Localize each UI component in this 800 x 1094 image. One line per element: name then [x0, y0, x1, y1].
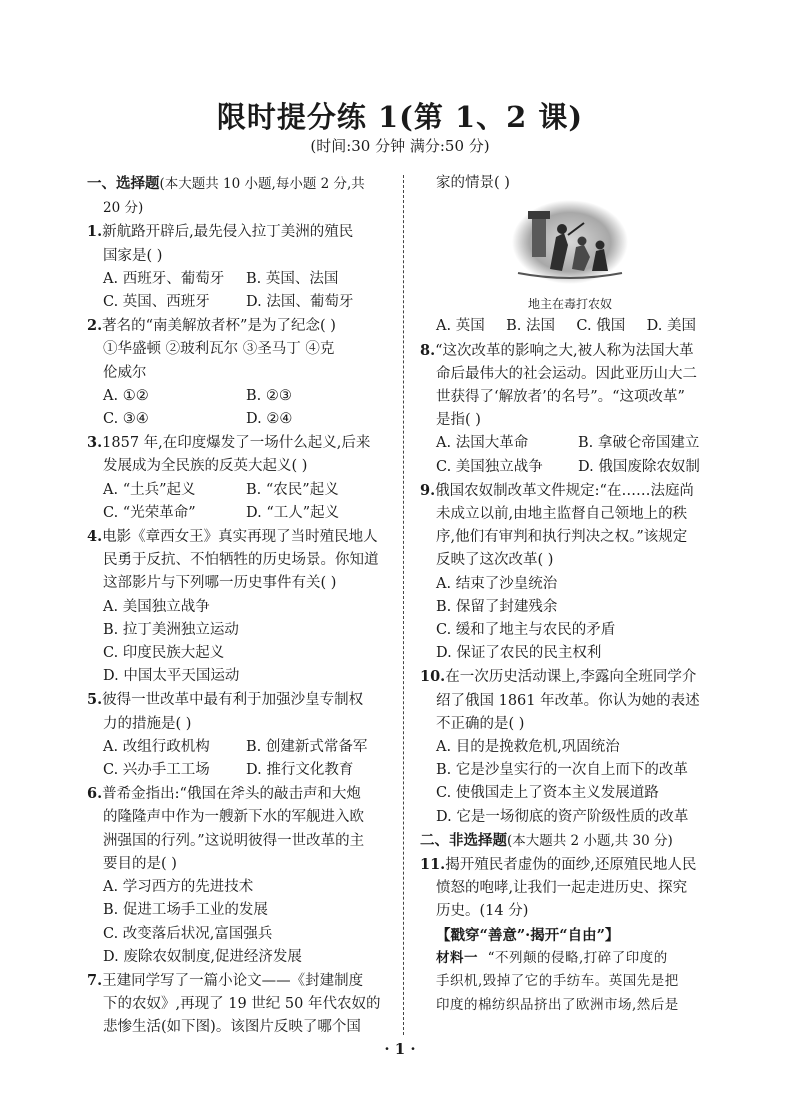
section-2-heading: [420, 829, 720, 853]
question-text: 下的农奴》,再现了 19 世纪 50 年代农奴的: [103, 996, 381, 1013]
option-b: B. 促进工场手工业的发展: [103, 902, 268, 919]
question-number: 9.: [420, 481, 436, 499]
option-b: B. “农民”起义: [246, 481, 339, 498]
option-b: B. 它是沙皇实行的一次自上而下的改革: [436, 762, 688, 779]
page-number: · 1 ·: [384, 1040, 416, 1058]
option-a: A. 改组行政机构: [103, 738, 210, 755]
option-a: A. 学习西方的先进技术: [103, 879, 254, 896]
section-1-heading: [87, 172, 389, 196]
section-title: 一、选择题: [87, 175, 160, 192]
option-b: B. 创建新式常备军: [246, 738, 368, 755]
question-text: 要目的是( ): [103, 855, 177, 872]
question-text: 民勇于反抗、不怕牺牲的历史场景。你知道: [103, 552, 379, 569]
section-note: (本大题共 2 小题,共 30 分): [507, 832, 673, 849]
option-b: B. 拿破仑帝国建立: [578, 435, 700, 452]
question-text: 国家是( ): [103, 247, 163, 264]
question-text: 世获得了‘解放者’的名号”。“这项改革”: [436, 389, 685, 406]
column-divider: [403, 175, 404, 1035]
question-text: 绍了俄国 1861 年改革。你认为她的表述: [436, 692, 700, 709]
question-text: 命后最伟大的社会运动。因此亚历山大二: [436, 365, 697, 382]
option-d: D. 美国: [646, 318, 696, 335]
question-text: 彼得一世改革中最有利于加强沙皇专制权: [102, 692, 364, 709]
question-number: 7.: [87, 971, 103, 989]
question-5: [87, 688, 389, 782]
option-c: C. 缓和了地主与农民的矛盾: [436, 622, 616, 639]
question-text: 是指( ): [436, 412, 481, 429]
option-d: D. 法国、葡萄牙: [246, 294, 354, 311]
section-title: 二、非选择题: [420, 831, 507, 849]
question-number: 3.: [87, 434, 103, 452]
question-text: 俄国农奴制改革文件规定:“在……法庭尚: [435, 482, 694, 499]
question-1: [87, 220, 389, 314]
option-b: B. ②③: [246, 387, 292, 404]
option-a: A. 目的是挽救危机,巩固统治: [436, 739, 620, 756]
question-3: [87, 431, 389, 525]
option-d: D. 废除农奴制度,促进经济发展: [103, 948, 302, 965]
illustration-caption: 地主在毒打农奴: [527, 297, 612, 312]
landlord-beating-serf-illustration: [510, 199, 630, 285]
question-text: 揭开殖民者虚伪的面纱,还原殖民地人民: [445, 857, 697, 874]
question-text: 在一次历史活动课上,李露向全班同学介: [445, 669, 697, 686]
right-column: [420, 172, 720, 1017]
question-text: 悲惨生活(如下图)。该图片反映了哪个国: [103, 1019, 361, 1036]
section-note: (本大题共 10 小题,每小题 2 分,共: [159, 176, 365, 192]
option-a: A. 法国大革命: [436, 435, 529, 452]
page-title: 限时提分练 1(第 1、2 课): [216, 100, 584, 134]
question-text: 王建同学写了一篇小论文——《封建制度: [102, 972, 364, 989]
material-heading: 【戳穿“善意”·揭开“自由”】: [436, 926, 620, 944]
question-text: 力的措施是( ): [103, 715, 192, 732]
question-text: 历史。(14 分): [436, 903, 529, 920]
option-a: A. ①②: [103, 387, 149, 404]
question-text: 发展成为全民族的反英大起义( ): [103, 458, 308, 475]
option-c: C. 俄国: [576, 318, 626, 335]
question-text: 1857 年,在印度爆发了一场什么起义,后来: [102, 435, 371, 452]
option-c: C. 美国独立战争: [436, 458, 543, 475]
question-text: 不正确的是( ): [436, 715, 525, 732]
question-text: 普希金指出:“俄国在斧头的敲击声和大炮: [102, 786, 361, 803]
question-number: 10.: [420, 668, 446, 686]
illustration: [420, 199, 720, 313]
option-a: A. 美国独立战争: [103, 598, 210, 615]
question-text: 洲强国的行列。”这说明彼得一世改革的主: [103, 832, 365, 849]
option-c: C. “光荣革命”: [103, 504, 196, 521]
option-c: C. 印度民族大起义: [103, 645, 225, 662]
question-number: 1.: [87, 223, 103, 241]
option-a: A. “土兵”起义: [103, 481, 196, 498]
question-text: 序,他们有审判和执行判决之权。”该规定: [436, 529, 688, 546]
option-d: D. 推行文化教育: [246, 762, 354, 779]
question-4: [87, 525, 389, 688]
option-d: D. 保证了农民的民主权利: [436, 645, 602, 662]
question-text: 这部影片与下列哪一历史事件有关( ): [103, 575, 337, 592]
material-text: 印度的棉纺织品挤出了欧洲市场,然后是: [436, 996, 679, 1013]
question-number: 5.: [87, 691, 103, 709]
option-b: B. 保留了封建残余: [436, 598, 558, 615]
option-c: C. ③④: [103, 411, 149, 428]
option-a: A. 结束了沙皇统治: [436, 575, 558, 592]
question-text: 愤怒的咆哮,让我们一起走进历史、探究: [436, 880, 688, 897]
material-label: 材料一: [436, 949, 478, 966]
material-text: 手织机,毁掉了它的手纺车。英国先是把: [436, 973, 679, 990]
option-d: D. 它是一场彻底的资产阶级性质的改革: [436, 808, 689, 825]
question-number: 8.: [420, 341, 436, 359]
option-d: D. 中国太平天国运动: [103, 668, 240, 685]
question-text: “这次改革的影响之大,被人称为法国大革: [435, 342, 694, 359]
left-column: [87, 172, 389, 1040]
option-c: C. 改变落后状况,富国强兵: [103, 925, 273, 942]
option-b: B. 法国: [506, 318, 555, 335]
question-text: 新航路开辟后,最先侵入拉丁美洲的殖民: [102, 224, 354, 241]
question-number: 2.: [87, 317, 103, 335]
option-a: A. 英国: [436, 318, 485, 335]
material-text: 材料一 “不列颠的侵略,打碎了印度的: [436, 949, 668, 966]
question-11: [420, 853, 720, 1017]
question-7: [87, 969, 389, 1040]
question-number: 11.: [420, 856, 446, 874]
option-c: C. 使俄国走上了资本主义发展道路: [436, 785, 659, 802]
section-note-cont: 20 分): [103, 200, 144, 217]
question-9: [420, 479, 720, 666]
question-6: [87, 782, 389, 969]
time-and-score: (时间:30 分钟 满分:50 分): [310, 137, 490, 155]
question-text: 的隆隆声中作为一艘新下水的军舰进入欧: [103, 809, 364, 826]
question-choices: ①华盛顿 ②玻利瓦尔 ③圣马丁 ④克: [103, 341, 335, 358]
question-text: 未成立以前,由地主监督自己领地上的秩: [436, 506, 688, 523]
question-number: 6.: [87, 785, 103, 803]
option-b: B. 拉丁美洲独立运动: [103, 621, 239, 638]
question-text: 反映了这次改革( ): [436, 552, 554, 569]
option-b: B. 英国、法国: [246, 270, 339, 287]
question-text: 著名的“南美解放者杯”是为了纪念( ): [102, 318, 336, 335]
question-text: 家的情景( ): [436, 175, 510, 191]
question-2: [87, 314, 389, 431]
option-d: D. 俄国废除农奴制: [578, 458, 700, 475]
option-c: C. 兴办手工工场: [103, 762, 210, 779]
question-8: [420, 339, 720, 479]
option-d: D. ②④: [246, 411, 293, 428]
option-c: C. 英国、西班牙: [103, 294, 210, 311]
question-text: 电影《章西女王》真实再现了当时殖民地人: [102, 529, 378, 546]
option-a: A. 西班牙、葡萄牙: [103, 270, 225, 287]
option-d: D. “工人”起义: [246, 504, 340, 521]
question-10: [420, 665, 720, 828]
question-choices-cont: 伦威尔: [103, 364, 147, 381]
question-number: 4.: [87, 528, 103, 546]
